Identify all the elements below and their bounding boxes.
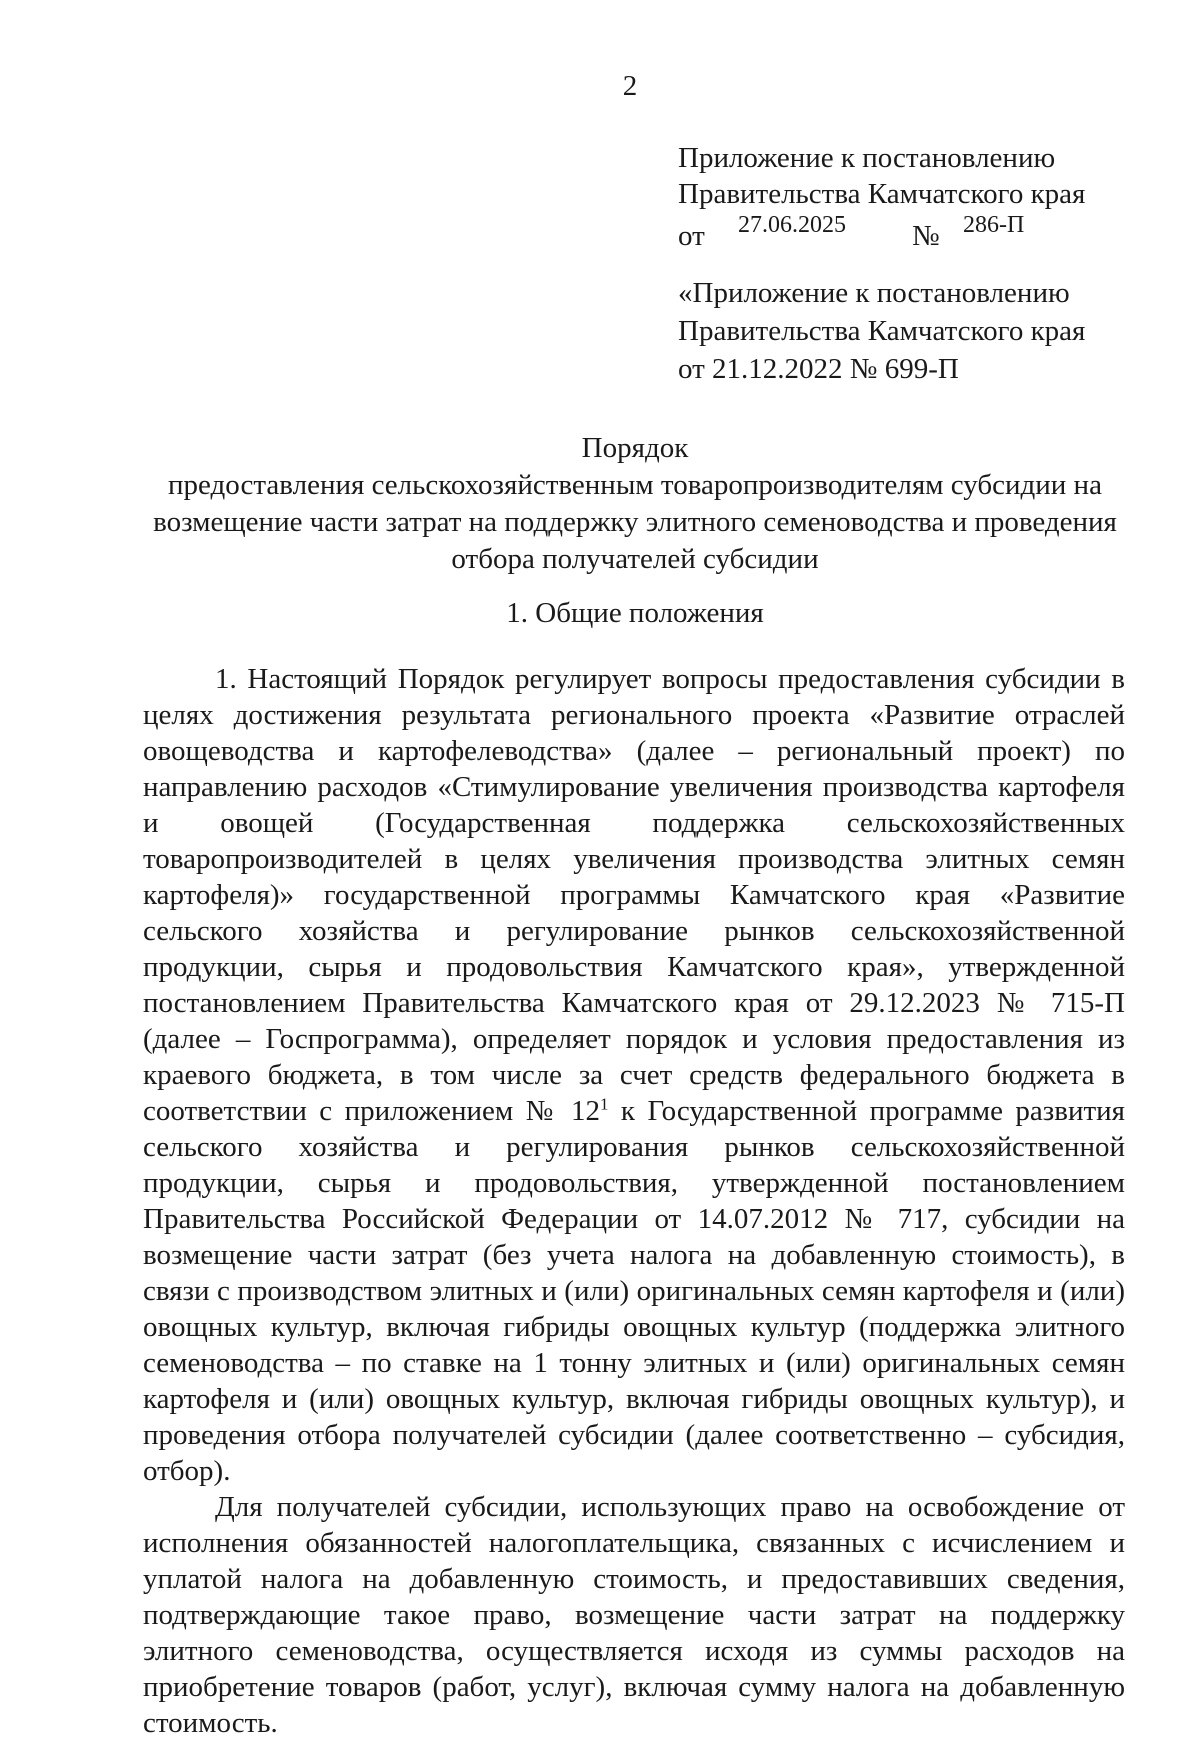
document-title: Порядок <box>581 432 689 464</box>
approval-number: 286-П <box>963 212 1025 238</box>
approval-date: 27.06.2025 <box>738 212 846 238</box>
paragraph-2: Для получателей субсидии, использующих право на освобождение от исполнения обязанностей налогоплательщика, связанных с исчислением и уплатой налога на добавленную стоимость, и предоставивших сведения, подтверждающие такое право, возмещение части затрат на поддержку элитного семеноводства, осуществляется исходя из суммы расходов на приобретение товаров (работ, услуг), включая сумму налога на добавленную стоимость. <box>143 1491 1125 1739</box>
page-number: 2 <box>622 70 638 102</box>
approval-date-number-row <box>678 212 1085 252</box>
approval-block <box>678 140 1086 252</box>
quoted-approval-line-3: от 21.12.2022 № 699-П <box>678 353 959 385</box>
body-text <box>143 661 1125 1741</box>
paragraph-1-part-1: 1. Настоящий Порядок регулирует вопросы предоставления субсидии в целях достижения результата регионального проекта «Развитие отраслей овощеводства и картофелеводства» (далее – региональный проект) по направлению расходов «Стимулирование увеличения производства картофеля и овощей (Государственная поддержка сельскохозяйственных товаропроизводителей в целях увеличения производства элитных семян картофеля)» государственной программы Камчатского края «Развитие сельского хозяйства и регулирование рынков сельскохозяйственной продукции, сырья и продовольствия Камчатского края», утвержденной постановлением Правительства Камчатского края от 29.12.2023 № 715-П (далее – Госпрограмма), определяет порядок и условия предоставления из краевого бюджета, в том числе за счет средств федерального бюджета в соответствии с приложением № 12 <box>143 663 1125 1127</box>
document-subtitle: предоставления сельскохозяйственным товаропроизводителям субсидии на возмещение части затрат на поддержку элитного семеноводства и проведения отбора получателей субсидии <box>153 469 1117 575</box>
approval-line-1: Приложение к постановлению <box>678 142 1056 174</box>
quoted-approval-line-1: «Приложение к постановлению <box>678 277 1070 309</box>
paragraph-1-part-2: к Государственной программе развития сельского хозяйства и регулирования рынков сельскохозяйственной продукции, сырья и продовольствия, утвержденной постановлением Правительства Российской Федерации от 14.07.2012 № 717, субсидии на возмещение части затрат (без учета налога на добавленную стоимость), в связи с производством элитных и (или) оригинальных семян картофеля и (или) овощных культур, включая гибриды овощных культур (поддержка элитного семеноводства – по ставке на 1 тонну элитных и (или) оригинальных семян картофеля и (или) овощных культур, включая гибриды овощных культур), и проведения отбора получателей субсидии (далее соответственно – субсидия, отбор). <box>143 1095 1126 1487</box>
document-title-block <box>145 430 1125 578</box>
approval-ot-label: от <box>678 220 705 252</box>
approval-line-2: Правительства Камчатского края <box>678 178 1086 210</box>
section-heading: 1. Общие положения <box>506 597 764 629</box>
approval-number-sign: № <box>912 220 940 252</box>
quoted-approval-block <box>678 274 1085 388</box>
paragraph-1 <box>143 661 1125 1489</box>
quoted-approval-line-2: Правительства Камчатского края <box>678 315 1086 347</box>
footnote-superscript: 1 <box>599 1094 609 1114</box>
